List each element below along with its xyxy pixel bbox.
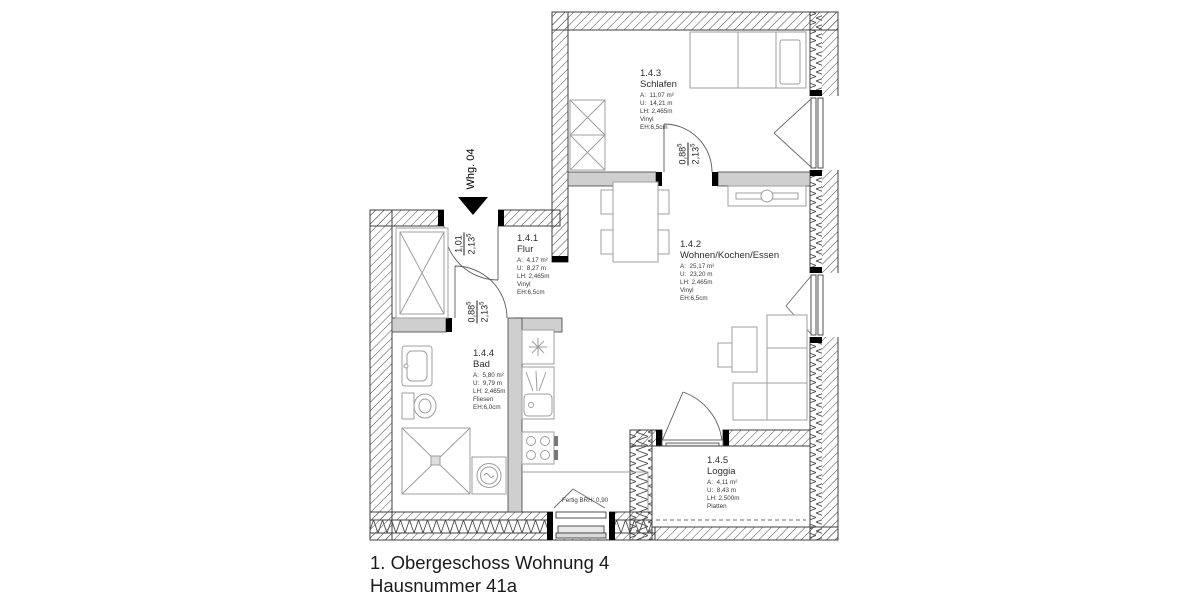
room-specs: A: 4,17 m² U: 8,27 m LH: 2,465m Vinyl EH:6,5cm — [517, 257, 550, 296]
room-number: 1.4.2 — [680, 239, 702, 250]
room-name: Wohnen/Kochen/Essen — [680, 250, 780, 261]
coffee-table — [718, 327, 757, 372]
schlafen-door-size-label: 0,88$^5$ 2,13$^5$ — [677, 143, 701, 165]
wardrobe-flur — [396, 228, 448, 318]
room-specs: A: 25,17 m² U: 23,20 m LH: 2,465m Vinyl EH:6,5cm — [680, 263, 715, 302]
toilet — [402, 393, 436, 419]
room-name: Loggia — [707, 466, 736, 477]
wardrobe-schlafen — [570, 100, 605, 170]
kitchen-counter — [522, 330, 648, 512]
room-specs: A: 11,07 m² U: 14,21 m LH: 2,465m Vinyl EH:6,5cm — [640, 92, 674, 131]
entrance-unit-label: Whg. 04 — [465, 148, 477, 190]
room-label-wohnen — [680, 239, 779, 303]
dining-table — [601, 182, 669, 262]
entrance-door-size-label: 1,01 2,13$^5$ — [453, 233, 477, 255]
room-name: Schlafen — [640, 79, 677, 90]
bed — [690, 32, 806, 88]
room-name: Flur — [517, 244, 534, 255]
window-sill-note: Fertig BRH: 0,90 — [562, 497, 609, 504]
room-number: 1.4.5 — [707, 455, 729, 466]
title-block — [370, 551, 609, 597]
plan-title-line2: Hausnummer 41a — [370, 575, 518, 596]
room-number: 1.4.3 — [640, 68, 662, 79]
room-number: 1.4.4 — [473, 348, 495, 359]
loggia-door — [662, 392, 722, 441]
room-label-bad — [473, 348, 506, 412]
room-name: Bad — [473, 359, 490, 370]
bad-door-size-label: 0,88$^5$ 2,13$^5$ — [466, 301, 490, 323]
room-specs: A: 4,11 m² U: 8,43 m LH: 2,500m Platten — [707, 479, 740, 510]
plan-title-line1: 1. Obergeschoss Wohnung 4 — [370, 552, 610, 573]
washbasin — [402, 346, 432, 386]
washing-machine — [472, 457, 506, 494]
tv-board — [728, 186, 806, 206]
room-label-loggia — [707, 455, 740, 511]
room-label-schlafen — [640, 68, 677, 132]
room-specs: A: 5,80 m² U: 9,79 m LH: 2,465m Fliesen EH:6,0cm — [473, 372, 506, 411]
room-label-flur — [517, 233, 550, 297]
room-number: 1.4.1 — [517, 233, 539, 244]
shower — [402, 428, 470, 494]
